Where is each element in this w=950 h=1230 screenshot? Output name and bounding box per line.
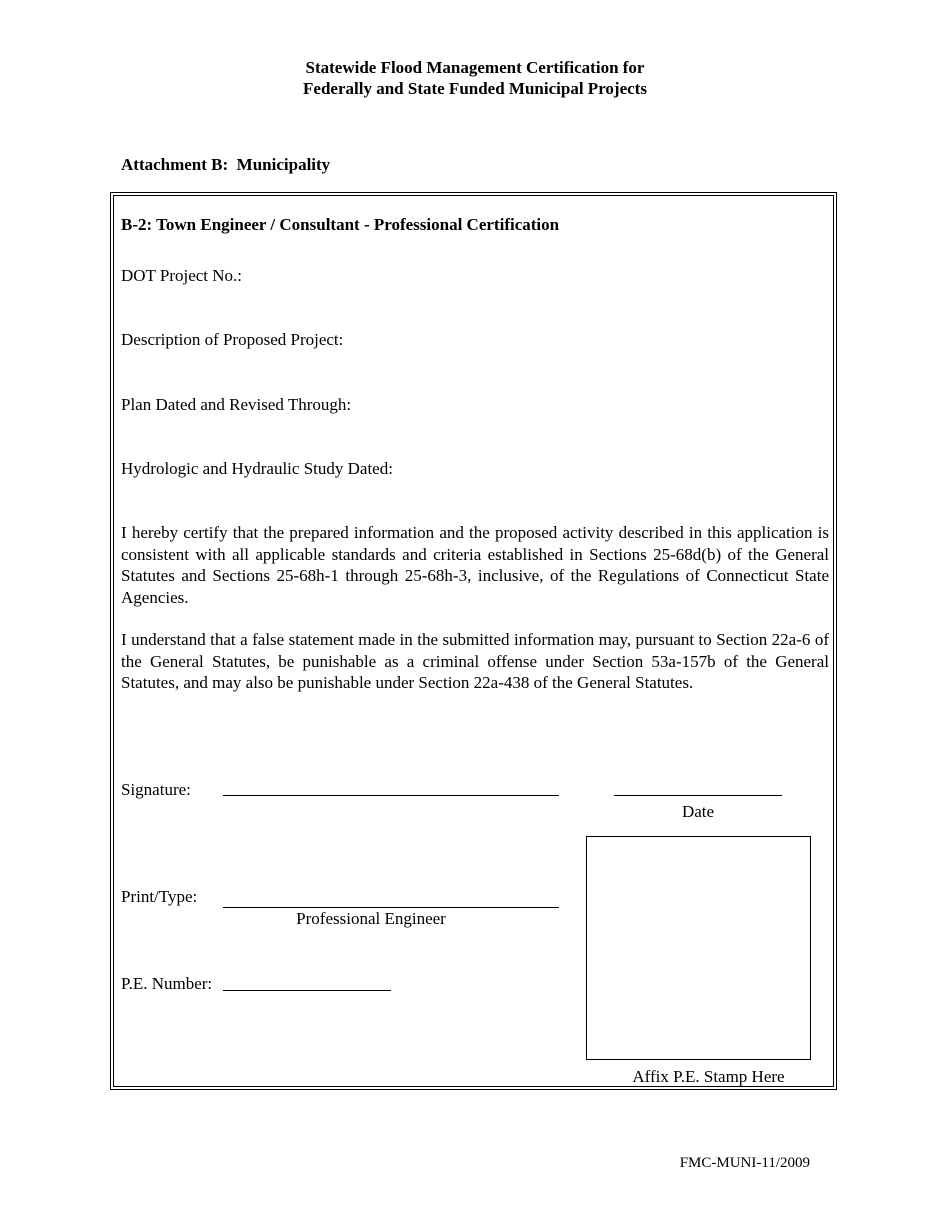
document-title-line-1: Statewide Flood Management Certification for	[305, 58, 645, 77]
professional-engineer-caption: Professional Engineer	[296, 909, 446, 928]
print-type-label: Print/Type:	[121, 887, 198, 906]
stamp-caption: Affix P.E. Stamp Here	[632, 1067, 785, 1086]
section-title: B-2: Town Engineer / Consultant - Professional Certification	[121, 215, 560, 234]
dot-project-label: DOT Project No.:	[121, 266, 243, 285]
signature-label: Signature:	[121, 780, 191, 799]
pe-number-line[interactable]	[223, 990, 391, 991]
certification-paragraph: I hereby certify that the prepared information and the proposed activity described in this application is consistent with all applicable standards and criteria established in Sections 25-68d(b) of the General Statutes and Sections 25-68h-1 through 25-68h-3, inclusive, of the Regulations of Connecticut State Agencies.	[121, 523, 829, 607]
date-caption: Date	[681, 802, 715, 821]
pe-stamp-box	[586, 836, 811, 1060]
study-dated-label: Hydrologic and Hydraulic Study Dated:	[121, 459, 393, 478]
document-title-line-2: Federally and State Funded Municipal Projects	[303, 79, 647, 98]
pe-number-label: P.E. Number:	[121, 974, 213, 993]
form-code: FMC-MUNI-11/2009	[679, 1155, 810, 1171]
signature-line[interactable]	[223, 795, 559, 796]
project-description-label: Description of Proposed Project:	[121, 330, 344, 349]
plan-dated-label: Plan Dated and Revised Through:	[121, 395, 352, 414]
attachment-heading: Attachment B: Municipality	[121, 155, 331, 174]
date-line[interactable]	[614, 795, 782, 796]
false-statement-paragraph: I understand that a false statement made in the submitted information may, pursuant to Section 22a-6 of the General Statutes, be punishable as a criminal offense under Section 53a-157b of the General Statutes, and may also be punishable under Section 22a-438 of the General Statutes.	[121, 630, 829, 692]
